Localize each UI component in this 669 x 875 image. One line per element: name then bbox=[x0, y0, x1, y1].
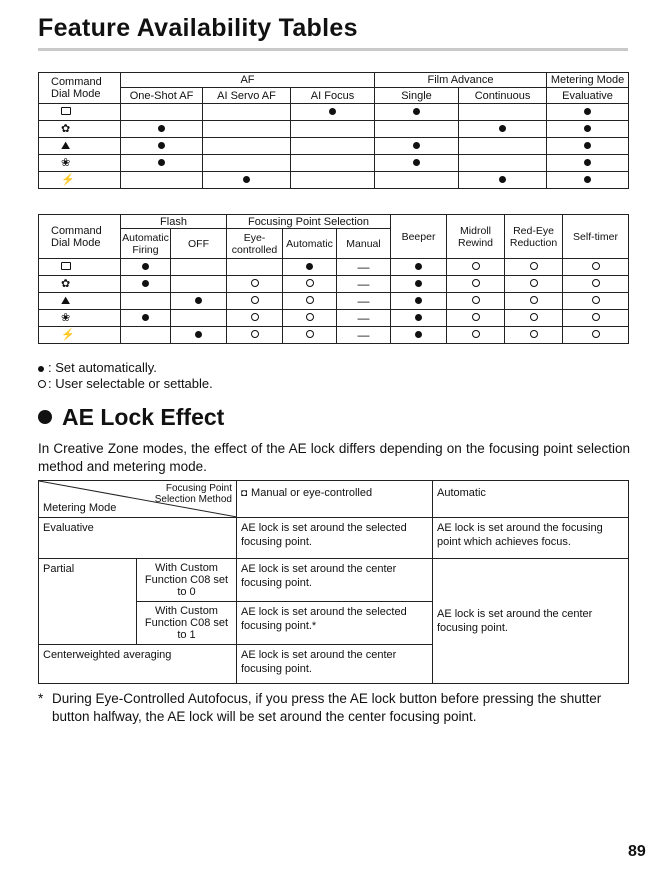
section-heading bbox=[38, 404, 224, 431]
column-header: One-Shot AF bbox=[121, 88, 203, 104]
af-group-header: AF bbox=[121, 73, 375, 88]
table-cell bbox=[375, 104, 459, 121]
user-selectable-mark bbox=[472, 279, 480, 287]
table-row bbox=[39, 155, 629, 172]
set-automatically-mark bbox=[158, 159, 165, 166]
partial-center-auto-desc: AE lock is set around the center focusing point. bbox=[433, 559, 629, 684]
table-cell bbox=[171, 310, 227, 327]
table-cell bbox=[447, 259, 505, 276]
intro-paragraph: In Creative Zone modes, the effect of the AE lock differs depending on the focusing point selection method and metering mode. bbox=[38, 441, 630, 474]
table-cell bbox=[547, 155, 629, 172]
user-selectable-mark bbox=[306, 296, 314, 304]
table-cell bbox=[121, 121, 203, 138]
table-cell bbox=[227, 327, 283, 344]
set-automatically-mark bbox=[243, 176, 250, 183]
command-dial-mode-header: Command Dial Mode bbox=[39, 73, 121, 104]
table-cell bbox=[227, 276, 283, 293]
table-cell bbox=[547, 138, 629, 155]
portrait-rect-icon bbox=[61, 107, 71, 115]
set-automatically-mark bbox=[584, 108, 591, 115]
table-cell bbox=[121, 327, 171, 344]
table-cell bbox=[291, 172, 375, 189]
user-selectable-mark bbox=[251, 279, 259, 287]
column-header: Manual bbox=[337, 229, 391, 259]
set-automatically-mark bbox=[415, 314, 422, 321]
table-cell bbox=[171, 293, 227, 310]
mode-cell bbox=[39, 259, 121, 276]
set-automatically-mark bbox=[415, 280, 422, 287]
table-cell bbox=[121, 104, 203, 121]
landscape-mode-icon: ⛰ bbox=[61, 140, 71, 152]
set-automatically-mark bbox=[142, 280, 149, 287]
set-automatically-mark bbox=[413, 159, 420, 166]
table-row bbox=[39, 327, 629, 344]
mode-cell bbox=[39, 155, 121, 172]
table-cell bbox=[563, 327, 629, 344]
not-available-mark: — bbox=[357, 310, 370, 325]
portrait-rect-icon bbox=[61, 262, 71, 270]
footnote-text: During Eye-Controlled Autofocus, if you press the AE lock button before pressing the shutter button halfway, the AE lock will be set around the center focusing point. bbox=[52, 691, 602, 724]
mode-cell bbox=[39, 104, 121, 121]
user-selectable-mark bbox=[530, 313, 538, 321]
manual-column-header bbox=[237, 481, 433, 518]
table-row bbox=[39, 104, 629, 121]
user-selectable-mark bbox=[306, 279, 314, 287]
set-automatically-mark bbox=[158, 125, 165, 132]
cf-c08-0-label: With Custom Function C08 set to 0 bbox=[137, 559, 237, 602]
diagonal-header-cell bbox=[39, 481, 237, 518]
mode-cell bbox=[39, 276, 121, 293]
user-selectable-mark bbox=[592, 313, 600, 321]
square-icon: ◘ bbox=[241, 488, 248, 499]
sports-mode-icon: ⚡ bbox=[61, 174, 75, 186]
user-selectable-mark bbox=[472, 330, 480, 338]
column-header: Evaluative bbox=[547, 88, 629, 104]
table-cell bbox=[227, 259, 283, 276]
table-cell bbox=[283, 259, 337, 276]
focusing-point-selection-header: Focusing Point Selection bbox=[227, 215, 391, 229]
table-cell bbox=[171, 259, 227, 276]
table-cell bbox=[203, 155, 291, 172]
mode-cell bbox=[39, 172, 121, 189]
cf-c08-1-label: With Custom Function C08 set to 1 bbox=[137, 602, 237, 645]
table-cell bbox=[447, 293, 505, 310]
user-selectable-mark bbox=[592, 279, 600, 287]
column-header: Eye-controlled bbox=[227, 229, 283, 259]
footnote-star: * bbox=[38, 691, 44, 706]
table-cell bbox=[291, 138, 375, 155]
user-selectable-mark bbox=[592, 296, 600, 304]
midroll-rewind-header: Midroll Rewind bbox=[447, 215, 505, 259]
table-cell bbox=[459, 104, 547, 121]
table-cell bbox=[291, 121, 375, 138]
table-cell bbox=[337, 293, 391, 310]
table-cell bbox=[227, 310, 283, 327]
table-cell bbox=[563, 276, 629, 293]
table-cell bbox=[391, 293, 447, 310]
evaluative-auto-desc: AE lock is set around the focusing point which achieves focus. bbox=[433, 518, 629, 559]
manual-column-header-text: Manual or eye-controlled bbox=[251, 487, 373, 499]
column-header: Automatic bbox=[283, 229, 337, 259]
sports-mode-icon: ⚡ bbox=[61, 329, 75, 341]
set-automatically-mark bbox=[584, 142, 591, 149]
legend-set-auto-text: : Set automatically. bbox=[48, 360, 157, 375]
set-automatically-mark bbox=[195, 331, 202, 338]
af-metering-table bbox=[38, 72, 629, 189]
set-automatically-mark bbox=[499, 176, 506, 183]
user-selectable-mark bbox=[530, 330, 538, 338]
command-dial-mode-header: Command Dial Mode bbox=[39, 215, 121, 259]
self-timer-header: Self-timer bbox=[563, 215, 629, 259]
table-cell bbox=[563, 310, 629, 327]
set-automatically-mark bbox=[195, 297, 202, 304]
table-cell bbox=[447, 276, 505, 293]
table-cell bbox=[375, 155, 459, 172]
portrait-mode-icon: ✿ bbox=[61, 278, 71, 290]
table-cell bbox=[459, 121, 547, 138]
portrait-mode-icon: ✿ bbox=[61, 123, 71, 135]
user-selectable-mark bbox=[592, 262, 600, 270]
set-automatically-mark bbox=[415, 297, 422, 304]
table-row bbox=[39, 259, 629, 276]
table-row bbox=[39, 276, 629, 293]
ae-lock-table bbox=[38, 480, 629, 684]
table-cell bbox=[121, 293, 171, 310]
table-cell bbox=[459, 138, 547, 155]
column-header: AI Focus bbox=[291, 88, 375, 104]
not-available-mark: — bbox=[357, 293, 370, 308]
page-number: 89 bbox=[628, 843, 646, 860]
table-cell bbox=[121, 155, 203, 172]
table-cell bbox=[391, 327, 447, 344]
user-selectable-mark bbox=[472, 313, 480, 321]
column-header: Automatic Firing bbox=[121, 229, 171, 259]
table-cell bbox=[171, 276, 227, 293]
center-weighted-label: Centerweighted averaging bbox=[39, 645, 237, 684]
beeper-header: Beeper bbox=[391, 215, 447, 259]
legend-user-selectable-text: : User selectable or settable. bbox=[48, 376, 213, 391]
column-header: AI Servo AF bbox=[203, 88, 291, 104]
table-cell bbox=[291, 155, 375, 172]
table-cell bbox=[171, 327, 227, 344]
table-cell bbox=[459, 172, 547, 189]
table-cell bbox=[375, 172, 459, 189]
mode-cell bbox=[39, 310, 121, 327]
table-cell bbox=[291, 104, 375, 121]
cf-c08-1-manual-desc: AE lock is set around the selected focusing point.* bbox=[237, 602, 433, 645]
table-cell bbox=[337, 276, 391, 293]
table-cell bbox=[375, 121, 459, 138]
user-selectable-mark bbox=[251, 330, 259, 338]
closeup-mode-icon: ❀ bbox=[61, 312, 71, 324]
metering-mode-label: Metering Mode bbox=[43, 502, 117, 514]
bullet-icon bbox=[38, 410, 52, 424]
not-available-mark: — bbox=[357, 259, 370, 274]
set-automatically-mark bbox=[413, 142, 420, 149]
legend-set-auto bbox=[38, 360, 157, 375]
user-selectable-mark bbox=[592, 330, 600, 338]
mode-cell bbox=[39, 121, 121, 138]
set-automatically-mark bbox=[584, 159, 591, 166]
flash-focusing-table bbox=[38, 214, 629, 344]
user-selectable-mark bbox=[530, 279, 538, 287]
cf-c08-0-manual-desc: AE lock is set around the center focusing point. bbox=[237, 559, 433, 602]
table-cell bbox=[391, 310, 447, 327]
set-automatically-mark bbox=[142, 314, 149, 321]
footnote bbox=[38, 690, 632, 726]
partial-label: Partial bbox=[39, 559, 137, 645]
table-cell bbox=[447, 310, 505, 327]
mode-cell bbox=[39, 138, 121, 155]
table-row bbox=[39, 310, 629, 327]
automatic-column-header: Automatic bbox=[433, 481, 629, 518]
table-cell bbox=[121, 310, 171, 327]
table-cell bbox=[283, 276, 337, 293]
table-cell bbox=[375, 138, 459, 155]
column-header: Continuous bbox=[459, 88, 547, 104]
table-cell bbox=[203, 104, 291, 121]
center-weighted-manual-desc: AE lock is set around the center focusing point. bbox=[237, 645, 433, 684]
table-cell bbox=[203, 172, 291, 189]
table-cell bbox=[447, 327, 505, 344]
column-header: OFF bbox=[171, 229, 227, 259]
table-row bbox=[39, 293, 629, 310]
table-cell bbox=[547, 172, 629, 189]
table-cell bbox=[121, 276, 171, 293]
set-automatically-mark bbox=[584, 125, 591, 132]
user-selectable-mark bbox=[251, 296, 259, 304]
table-cell bbox=[121, 259, 171, 276]
not-available-mark: — bbox=[357, 327, 370, 342]
set-automatically-mark bbox=[499, 125, 506, 132]
table-cell bbox=[563, 259, 629, 276]
table-cell bbox=[121, 138, 203, 155]
flash-group-header: Flash bbox=[121, 215, 227, 229]
table-cell bbox=[203, 138, 291, 155]
table-cell bbox=[505, 259, 563, 276]
table-cell bbox=[283, 327, 337, 344]
table-cell bbox=[337, 310, 391, 327]
legend-user-selectable bbox=[38, 376, 213, 391]
table-cell bbox=[547, 121, 629, 138]
focusing-point-method-label: Focusing Point Selection Method bbox=[154, 483, 232, 505]
evaluative-manual-desc: AE lock is set around the selected focusing point. bbox=[237, 518, 433, 559]
mode-cell bbox=[39, 327, 121, 344]
table-row bbox=[39, 138, 629, 155]
set-automatically-mark bbox=[142, 263, 149, 270]
table-cell bbox=[203, 121, 291, 138]
table-cell bbox=[547, 104, 629, 121]
film-advance-group-header: Film Advance bbox=[375, 73, 547, 88]
set-automatically-mark bbox=[415, 331, 422, 338]
table-row bbox=[39, 172, 629, 189]
table-cell bbox=[505, 327, 563, 344]
metering-mode-group-header: Metering Mode bbox=[547, 73, 629, 88]
user-selectable-mark bbox=[472, 296, 480, 304]
table-cell bbox=[337, 259, 391, 276]
user-selectable-mark bbox=[251, 313, 259, 321]
table-cell bbox=[459, 155, 547, 172]
set-automatically-mark bbox=[584, 176, 591, 183]
landscape-mode-icon: ⛰ bbox=[61, 295, 71, 307]
table-cell bbox=[505, 276, 563, 293]
mode-cell bbox=[39, 293, 121, 310]
table-cell bbox=[563, 293, 629, 310]
table-row bbox=[39, 121, 629, 138]
table-cell bbox=[283, 293, 337, 310]
set-automatically-mark bbox=[158, 142, 165, 149]
user-selectable-mark bbox=[306, 313, 314, 321]
column-header: Single bbox=[375, 88, 459, 104]
set-automatically-mark bbox=[306, 263, 313, 270]
table-cell bbox=[391, 259, 447, 276]
table-cell bbox=[227, 293, 283, 310]
set-automatically-mark bbox=[415, 263, 422, 270]
set-automatically-mark bbox=[329, 108, 336, 115]
user-selectable-mark bbox=[530, 262, 538, 270]
set-automatically-mark bbox=[413, 108, 420, 115]
table-cell bbox=[505, 310, 563, 327]
table-cell bbox=[121, 172, 203, 189]
table-cell bbox=[283, 310, 337, 327]
not-available-mark: — bbox=[357, 276, 370, 291]
user-selectable-mark bbox=[530, 296, 538, 304]
section-heading-text: AE Lock Effect bbox=[62, 404, 225, 430]
title-divider bbox=[38, 48, 628, 51]
user-selectable-mark bbox=[472, 262, 480, 270]
user-selectable-mark bbox=[306, 330, 314, 338]
page-title: Feature Availability Tables bbox=[38, 14, 358, 42]
table-cell bbox=[391, 276, 447, 293]
evaluative-label: Evaluative bbox=[39, 518, 237, 559]
red-eye-reduction-header: Red-Eye Reduction bbox=[505, 215, 563, 259]
table-cell bbox=[505, 293, 563, 310]
table-cell bbox=[337, 327, 391, 344]
closeup-mode-icon: ❀ bbox=[61, 157, 71, 169]
